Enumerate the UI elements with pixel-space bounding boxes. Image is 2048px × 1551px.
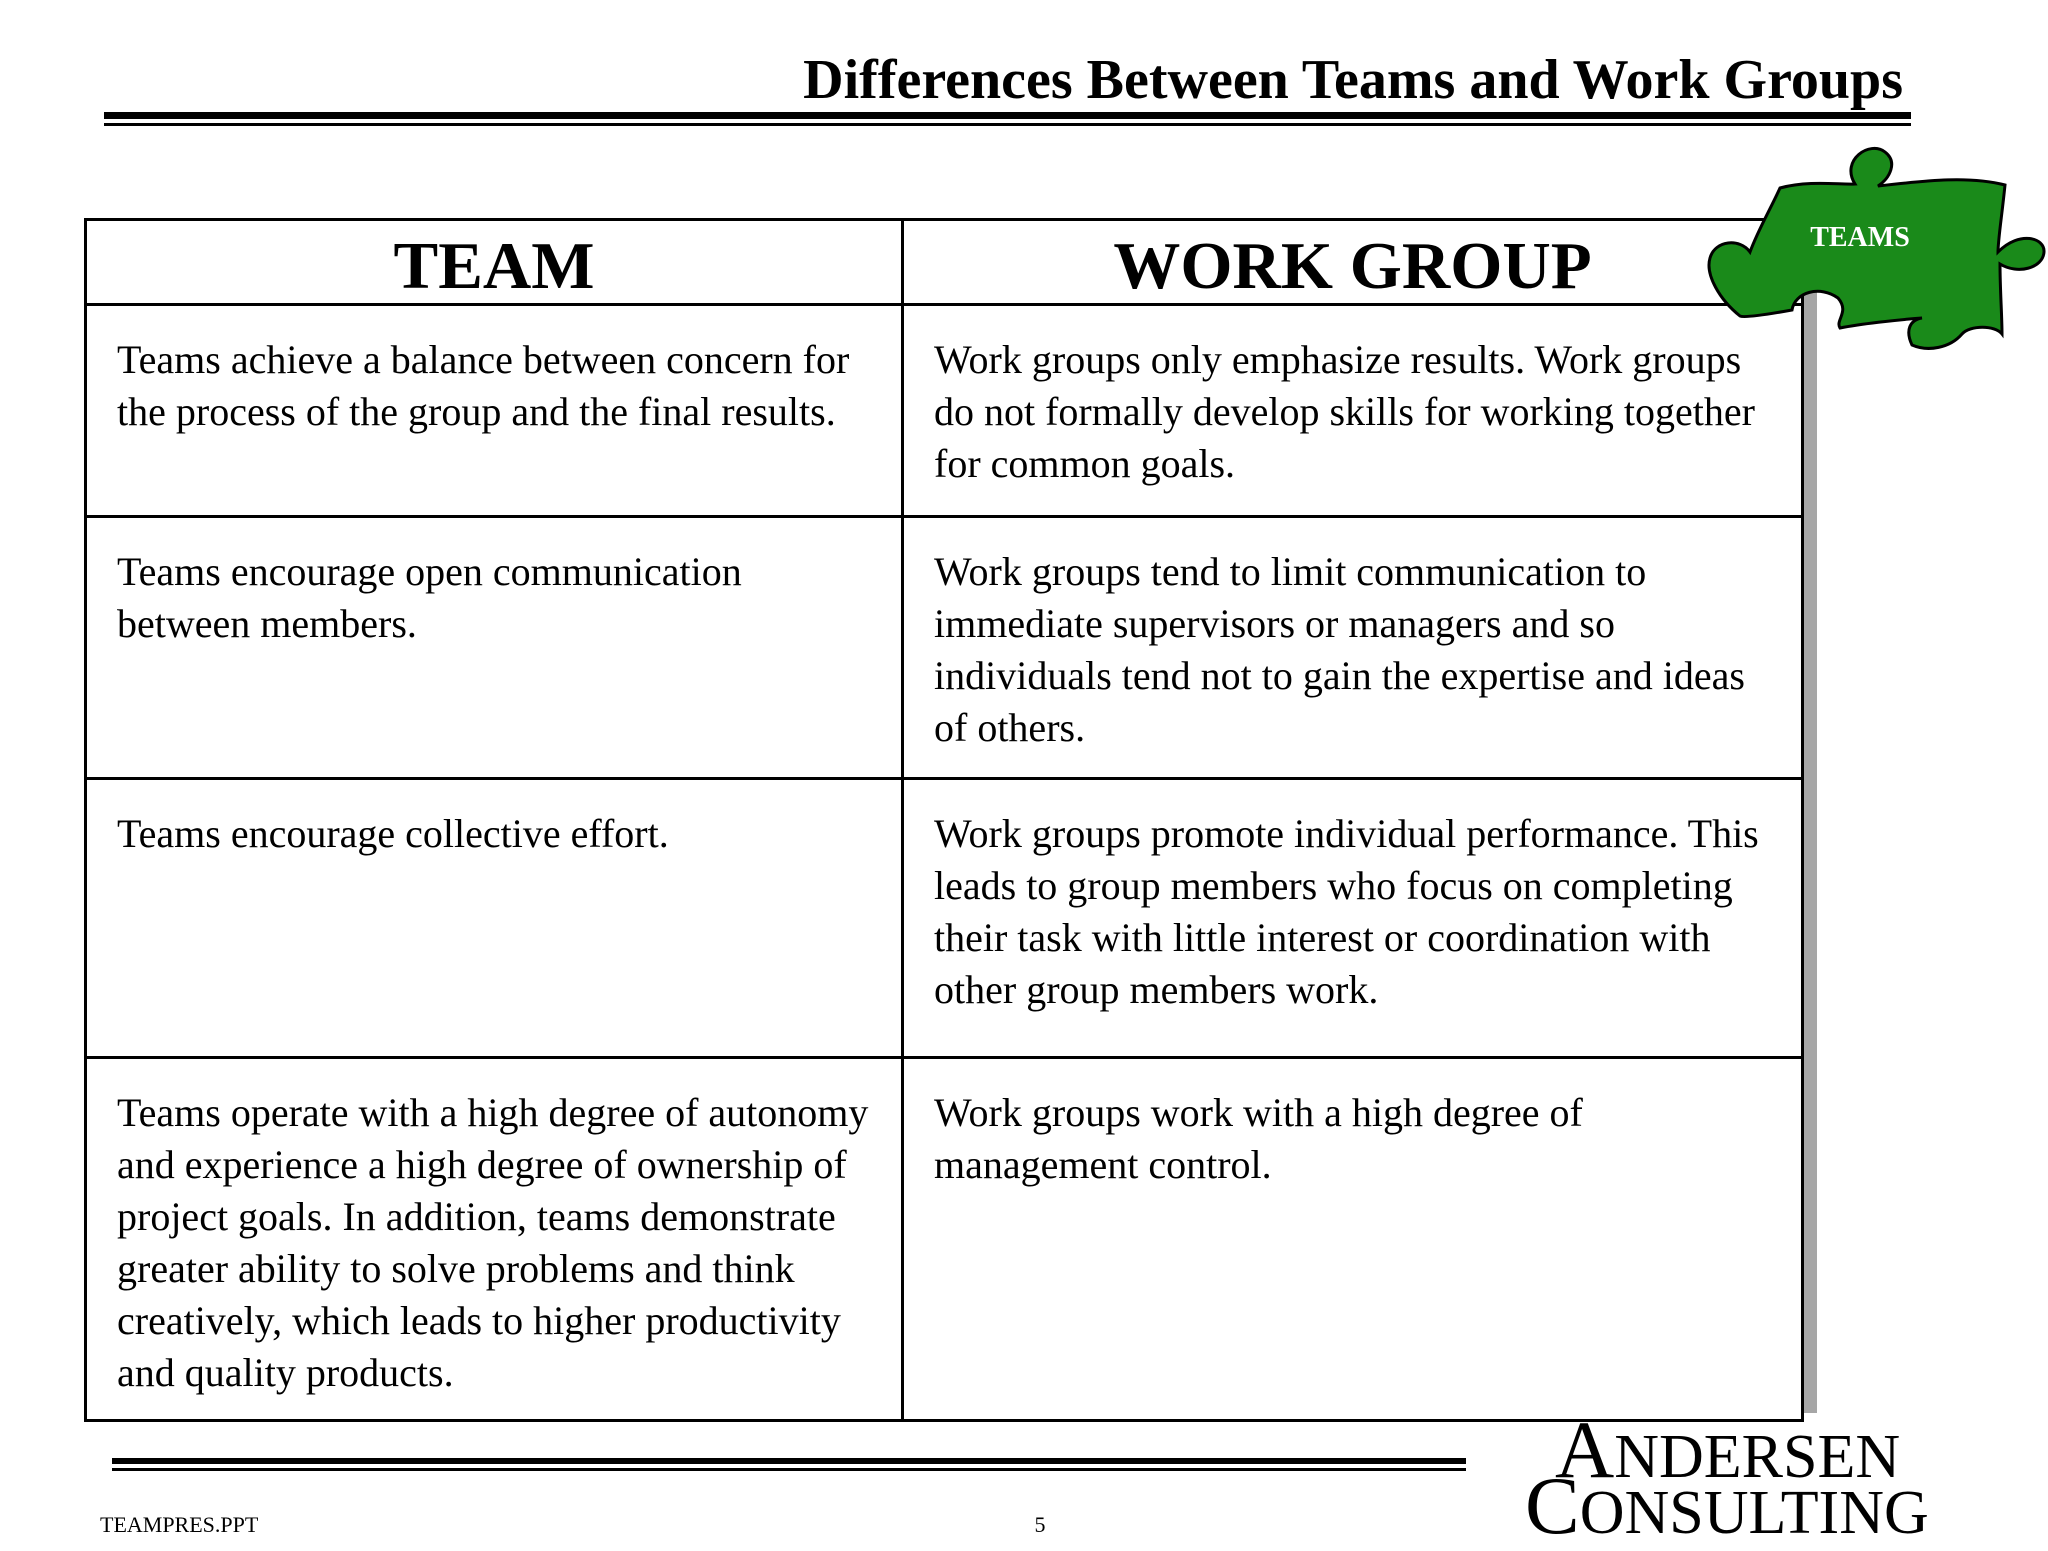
header-row	[86, 220, 1803, 305]
team-cell: Teams encourage open communication between members.	[86, 517, 903, 779]
company-logo	[1525, 1404, 1929, 1551]
team-cell: Teams encourage collective effort.	[86, 779, 903, 1058]
slide-title: Differences Between Teams and Work Groups	[803, 49, 1903, 111]
puzzle-label: TEAMS	[1810, 222, 1910, 253]
table-row	[86, 1058, 1803, 1421]
team-cell: Teams operate with a high degree of autonomy and experience a high degree of ownership of project goals. In addition, teams demonstrate greater ability to solve problems and think creatively, which leads to higher productivity and quality products.	[86, 1058, 903, 1421]
table-row	[86, 779, 1803, 1058]
table-row	[86, 305, 1803, 517]
work-group-cell: Work groups tend to limit communication to immediate supervisors or managers and so individuals tend not to gain the expertise and ideas of others.	[903, 517, 1803, 779]
work-group-cell: Work groups promote individual performance. This leads to group members who focus on completing their task with little interest or coordination with other group members work.	[903, 779, 1803, 1058]
work-group-cell: Work groups only emphasize results. Work groups do not formally develop skills for working together for common goals.	[903, 305, 1803, 517]
footer-filename: TEAMPRES.PPT	[100, 1512, 259, 1537]
comparison-table	[84, 218, 1804, 1422]
team-cell: Teams achieve a balance between concern for the process of the group and the final results.	[86, 305, 903, 517]
column-header-work-group: WORK GROUP	[903, 220, 1803, 305]
work-group-cell: Work groups work with a high degree of management control.	[903, 1058, 1803, 1421]
footer-rule	[112, 1458, 1466, 1471]
column-header-team: TEAM	[86, 220, 903, 305]
logo-line-2: CONSULTING	[1525, 1460, 1929, 1551]
title-rule	[104, 112, 1911, 126]
table-row	[86, 517, 1803, 779]
page-number: 5	[1034, 1512, 1046, 1537]
logo-line-1: ANDERSEN	[1555, 1404, 1901, 1495]
